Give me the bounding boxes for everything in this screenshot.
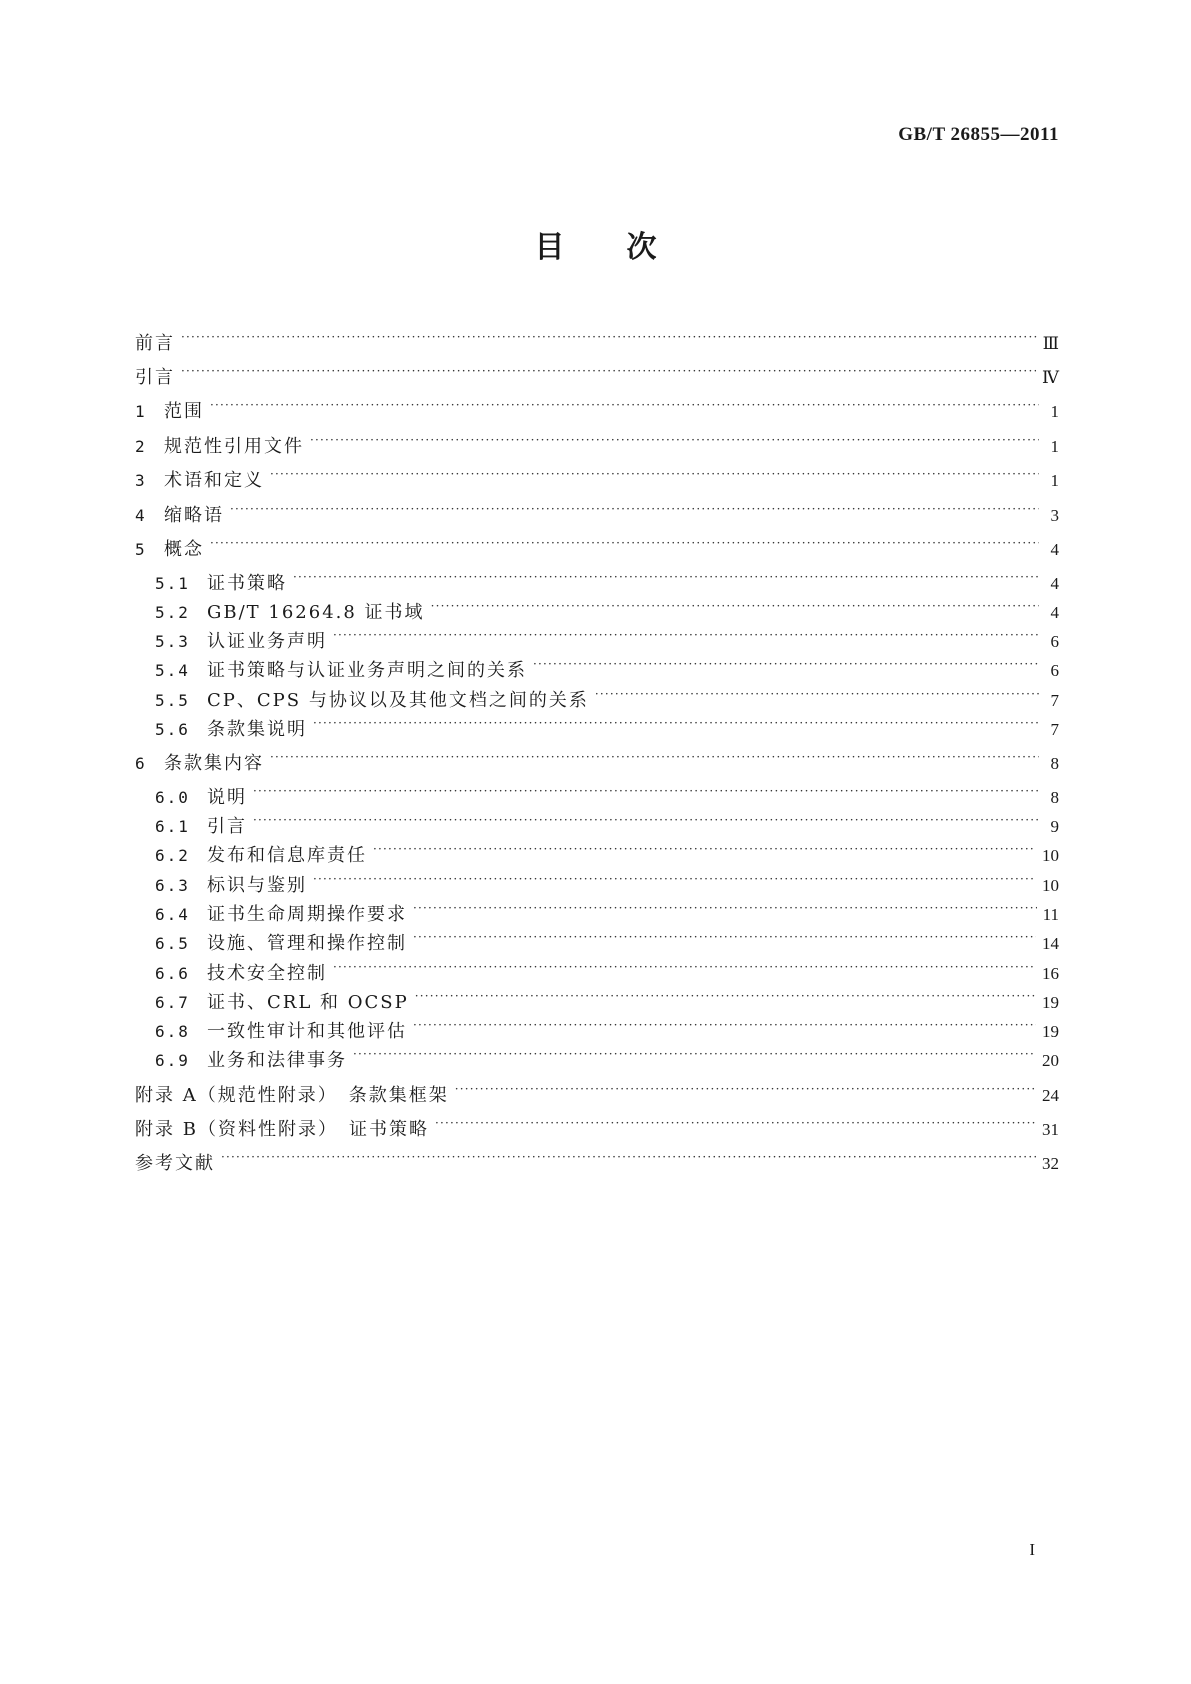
toc-dot-leader (230, 497, 1039, 521)
toc-entry-page: 1 (1050, 437, 1059, 456)
toc-entry-title: 范围 (164, 401, 204, 422)
toc-entry-number: 6.7 (155, 993, 190, 1012)
toc-entry-page: 7 (1050, 720, 1059, 739)
toc-entry[interactable] (155, 623, 1059, 652)
toc-entry[interactable] (135, 1111, 1059, 1140)
toc-entry[interactable] (135, 497, 1059, 526)
toc-entry-number: 6.6 (155, 964, 190, 983)
toc-entry-title: 证书策略与认证业务声明之间的关系 (207, 660, 527, 681)
toc-dot-leader (413, 1013, 1036, 1037)
toc-entry-title: 附录 B（资料性附录） 证书策略 (135, 1119, 429, 1140)
toc-entry-title: 说明 (207, 787, 247, 808)
toc-entry-number: 6 (135, 754, 145, 773)
toc-entry[interactable] (155, 779, 1059, 808)
toc-entry-page: 4 (1050, 540, 1059, 559)
toc-dot-leader (181, 325, 1037, 349)
toc-entry-title: 设施、管理和操作控制 (207, 933, 407, 954)
toc-entry-page: 6 (1050, 632, 1059, 651)
toc-dot-leader (221, 1145, 1036, 1169)
toc-dot-leader (333, 955, 1036, 979)
toc-dot-leader (435, 1111, 1036, 1135)
toc-dot-leader (313, 711, 1039, 735)
toc-dot-leader (313, 867, 1036, 891)
toc-entry-number: 5.6 (155, 720, 190, 739)
toc-entry-page: 32 (1042, 1154, 1059, 1173)
toc-entry-page: 24 (1042, 1086, 1059, 1105)
toc-entry[interactable] (155, 896, 1059, 925)
page-footer-number: I (1029, 1540, 1035, 1559)
toc-entry[interactable] (155, 1013, 1059, 1042)
toc-entry-page: Ⅲ (1042, 334, 1059, 353)
toc-entry-title: 附录 A（规范性附录） 条款集框架 (135, 1085, 449, 1106)
toc-entry-page: 19 (1042, 993, 1059, 1012)
toc-entry-title: 一致性审计和其他评估 (207, 1021, 407, 1042)
toc-entry-page: 8 (1050, 788, 1059, 807)
toc-entry[interactable] (135, 1145, 1059, 1174)
toc-entry-title: 引言 (135, 367, 175, 388)
toc-entry-number: 4 (135, 506, 145, 525)
toc-entry[interactable] (135, 1077, 1059, 1106)
toc-dot-leader (353, 1042, 1036, 1066)
toc-entry[interactable] (155, 984, 1059, 1013)
toc-entry[interactable] (155, 837, 1059, 866)
toc-entry[interactable] (135, 531, 1059, 560)
toc-dot-leader (253, 808, 1039, 832)
toc-dot-leader (293, 565, 1039, 589)
toc-entry-title: 参考文献 (135, 1153, 215, 1174)
toc-entry-number: 5.5 (155, 691, 190, 710)
toc-entry[interactable] (155, 925, 1059, 954)
toc-entry[interactable] (155, 955, 1059, 984)
toc-entry-number: 1 (135, 402, 145, 421)
toc-entry-number: 5.4 (155, 661, 190, 680)
toc-entry[interactable] (135, 325, 1059, 354)
toc-dot-leader (310, 428, 1039, 452)
toc-entry-title: CP、CPS 与协议以及其他文档之间的关系 (207, 690, 589, 711)
toc-dot-leader (413, 925, 1036, 949)
toc-entry-number: 6.4 (155, 905, 190, 924)
toc-entry-title: 证书生命周期操作要求 (207, 904, 407, 925)
toc-entry[interactable] (135, 359, 1059, 388)
toc-entry-page: 16 (1042, 964, 1059, 983)
toc-entry-page: 9 (1050, 817, 1059, 836)
standard-number-header: GB/T 26855—2011 (898, 124, 1059, 145)
toc-entry-number: 6.9 (155, 1051, 190, 1070)
toc-entry-title: 引言 (207, 816, 247, 837)
toc-entry-page: 10 (1042, 876, 1059, 895)
toc-dot-leader (270, 462, 1039, 486)
toc-entry-title: 前言 (135, 333, 175, 354)
toc-dot-leader (333, 623, 1039, 647)
toc-entry-title: 认证业务声明 (207, 631, 327, 652)
toc-entry-number: 6.0 (155, 788, 190, 807)
toc-entry-title: 证书、CRL 和 OCSP (207, 992, 409, 1013)
toc-entry-page: 11 (1042, 905, 1059, 924)
toc-entry-page: Ⅳ (1042, 368, 1059, 387)
toc-dot-leader (595, 682, 1039, 706)
toc-entry[interactable] (155, 682, 1059, 711)
toc-entry[interactable] (155, 594, 1059, 623)
toc-dot-leader (373, 837, 1036, 861)
toc-entry[interactable] (135, 393, 1059, 422)
toc-dot-leader (455, 1077, 1036, 1101)
toc-entry-page: 1 (1050, 471, 1059, 490)
toc-entry-number: 5.3 (155, 632, 190, 651)
toc-entry-page: 8 (1050, 754, 1059, 773)
toc-entry-number: 3 (135, 471, 145, 490)
toc-entry-page: 4 (1050, 574, 1059, 593)
toc-entry[interactable] (155, 808, 1059, 837)
toc-entry-page: 31 (1042, 1120, 1059, 1139)
toc-dot-leader (181, 359, 1036, 383)
toc-entry-title: 发布和信息库责任 (207, 845, 367, 866)
toc-entry-page: 3 (1050, 506, 1059, 525)
toc-entry-page: 6 (1050, 661, 1059, 680)
toc-entry-title: 业务和法律事务 (207, 1050, 347, 1071)
toc-entry[interactable] (155, 867, 1059, 896)
toc-entry-page: 4 (1050, 603, 1059, 622)
toc-entry-number: 5 (135, 540, 145, 559)
toc-entry-title: 缩略语 (164, 505, 224, 526)
toc-entry-number: 6.1 (155, 817, 190, 836)
toc-entry-title: 标识与鉴别 (207, 875, 307, 896)
toc-entry-number: 6.2 (155, 846, 190, 865)
toc-dot-leader (431, 594, 1039, 618)
toc-entry[interactable] (155, 711, 1059, 740)
toc-dot-leader (253, 779, 1039, 803)
toc-entry-number: 6.5 (155, 934, 190, 953)
toc-entry-number: 5.1 (155, 574, 190, 593)
toc-entry-title: 概念 (164, 539, 204, 560)
toc-entry[interactable] (135, 462, 1059, 491)
toc-entry-title: 规范性引用文件 (164, 436, 304, 457)
page-title: 目次 (534, 230, 719, 265)
toc-entry-page: 20 (1042, 1051, 1059, 1070)
toc-dot-leader (413, 896, 1037, 920)
toc-entry-number: 2 (135, 437, 145, 456)
toc-dot-leader (210, 393, 1039, 417)
toc-entry[interactable] (155, 565, 1059, 594)
toc-entry-number: 5.2 (155, 603, 190, 622)
toc-dot-leader (415, 984, 1036, 1008)
toc-dot-leader (270, 745, 1039, 769)
toc-entry-page: 14 (1042, 934, 1059, 953)
toc-entry-title: 术语和定义 (164, 470, 264, 491)
toc-entry-number: 6.8 (155, 1022, 190, 1041)
toc-dot-leader (210, 531, 1039, 555)
toc-entry-title: 条款集内容 (164, 753, 264, 774)
toc-entry-number: 6.3 (155, 876, 190, 895)
toc-entry[interactable] (135, 428, 1059, 457)
toc-entry-page: 7 (1050, 691, 1059, 710)
toc-entry-title: GB/T 16264.8 证书域 (207, 602, 425, 623)
toc-dot-leader (533, 652, 1039, 676)
toc-entry-page: 10 (1042, 846, 1059, 865)
toc-entry-title: 条款集说明 (207, 719, 307, 740)
toc-entry[interactable] (135, 745, 1059, 774)
toc-entry[interactable] (155, 652, 1059, 681)
toc-entry-title: 技术安全控制 (207, 963, 327, 984)
toc-entry[interactable] (155, 1042, 1059, 1071)
toc-entry-page: 19 (1042, 1022, 1059, 1041)
toc-entry-page: 1 (1050, 402, 1059, 421)
toc-entry-title: 证书策略 (207, 573, 287, 594)
